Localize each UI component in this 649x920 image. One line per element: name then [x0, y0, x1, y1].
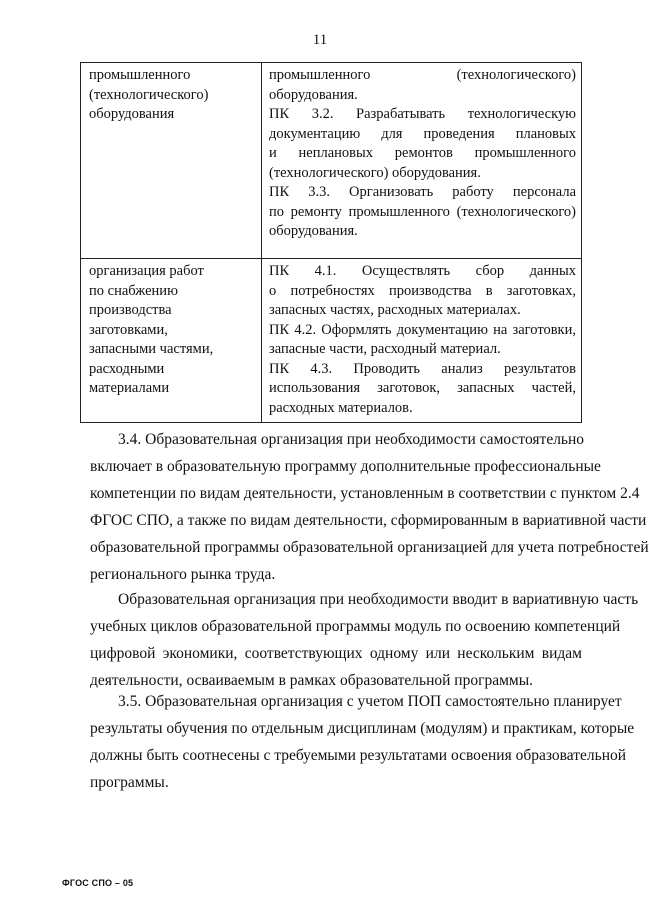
- page-number: 11: [312, 32, 328, 48]
- activity-line: производства: [89, 302, 172, 318]
- paragraph-line: 3.5. Образовательная организация с учетом ПОП самостоятельно планирует: [118, 693, 622, 710]
- activity-line: материалами: [89, 380, 170, 396]
- competency-line: и неплановых ремонтов промышленного: [269, 145, 576, 161]
- competency-line: (технологического) оборудования.: [269, 164, 481, 181]
- activity-line: по снабжению: [89, 282, 178, 299]
- activity-line: заготовками,: [89, 321, 168, 338]
- competency-line: запасные части, расходный материал.: [269, 341, 501, 357]
- competencies-cell: [262, 259, 582, 423]
- competencies-cell: [262, 63, 582, 259]
- paragraph-line: учебных циклов образовательной программы модуль по освоению компетенций: [90, 618, 621, 635]
- competency-line: ПК 3.2. Разрабатывать технологическую: [269, 106, 576, 122]
- activity-line: оборудования: [89, 106, 175, 122]
- paragraph-line: должны быть соотнесены с требуемыми результатами освоения образовательной: [90, 747, 627, 764]
- competency-line: использования заготовок, запасных частей,: [269, 380, 576, 396]
- activity-cell: [81, 259, 262, 423]
- paragraph-line: программы.: [90, 774, 169, 791]
- table-row: [81, 63, 582, 259]
- paragraph-digital-economy: [90, 586, 639, 694]
- paragraph-line: Образовательная организация при необходимости вводит в вариативную часть: [118, 591, 639, 608]
- competencies-table: [80, 62, 582, 423]
- footer-label: ФГОС СПО – 05: [62, 878, 134, 888]
- competency-line: ПК 4.1. Осуществлять сбор данных: [269, 263, 576, 279]
- paragraph-line: цифровой экономики, соответствующих одному или нескольким видам: [90, 645, 582, 662]
- competency-line: запасных частях, расходных материалах.: [269, 302, 521, 318]
- competency-line: о потребностях производства в заготовках,: [269, 282, 576, 299]
- paragraph-line: деятельности, осваиваемым в рамках образовательной программы.: [90, 672, 533, 689]
- paragraph-line: включает в образовательную программу дополнительные профессиональные: [90, 458, 601, 475]
- competency-line: ПК 4.3. Проводить анализ результатов: [269, 360, 576, 377]
- activity-line: расходными: [89, 360, 165, 377]
- competency-line: оборудования.: [269, 223, 358, 239]
- activity-line: организация работ: [89, 263, 204, 279]
- activity-line: (технологического): [89, 86, 209, 103]
- paragraph-3-5: [90, 688, 635, 796]
- paragraph-line: результаты обучения по отдельным дисциплинам (модулям) и практикам, которые: [90, 720, 635, 737]
- activity-line: запасными частями,: [89, 341, 214, 357]
- paragraph-line: регионального рынка труда.: [90, 566, 276, 583]
- paragraph-line: образовательной программы образовательной организацией для учета потребностей: [90, 539, 649, 556]
- competency-line: оборудования.: [269, 86, 358, 103]
- activity-line: промышленного: [89, 67, 191, 83]
- paragraph-line: ФГОС СПО, а также по видам деятельности, сформированным в вариативной части: [90, 512, 647, 529]
- table-row: [81, 259, 582, 423]
- paragraph-line: 3.4. Образовательная организация при необходимости самостоятельно: [118, 431, 585, 448]
- paragraph-3-4: [90, 426, 649, 588]
- competency-line: документацию для проведения плановых: [269, 125, 576, 142]
- competency-line: промышленного (технологического): [269, 67, 576, 83]
- competency-line: расходных материалов.: [269, 399, 413, 416]
- paragraph-line: компетенции по видам деятельности, установленным в соответствии с пунктом 2.4: [90, 485, 640, 502]
- competency-line: ПК 4.2. Оформлять документацию на заготовки,: [269, 321, 576, 338]
- competency-line: ПК 3.3. Организовать работу персонала: [269, 184, 576, 200]
- activity-cell: [81, 63, 262, 259]
- competency-line: по ремонту промышленного (технологического): [269, 203, 576, 220]
